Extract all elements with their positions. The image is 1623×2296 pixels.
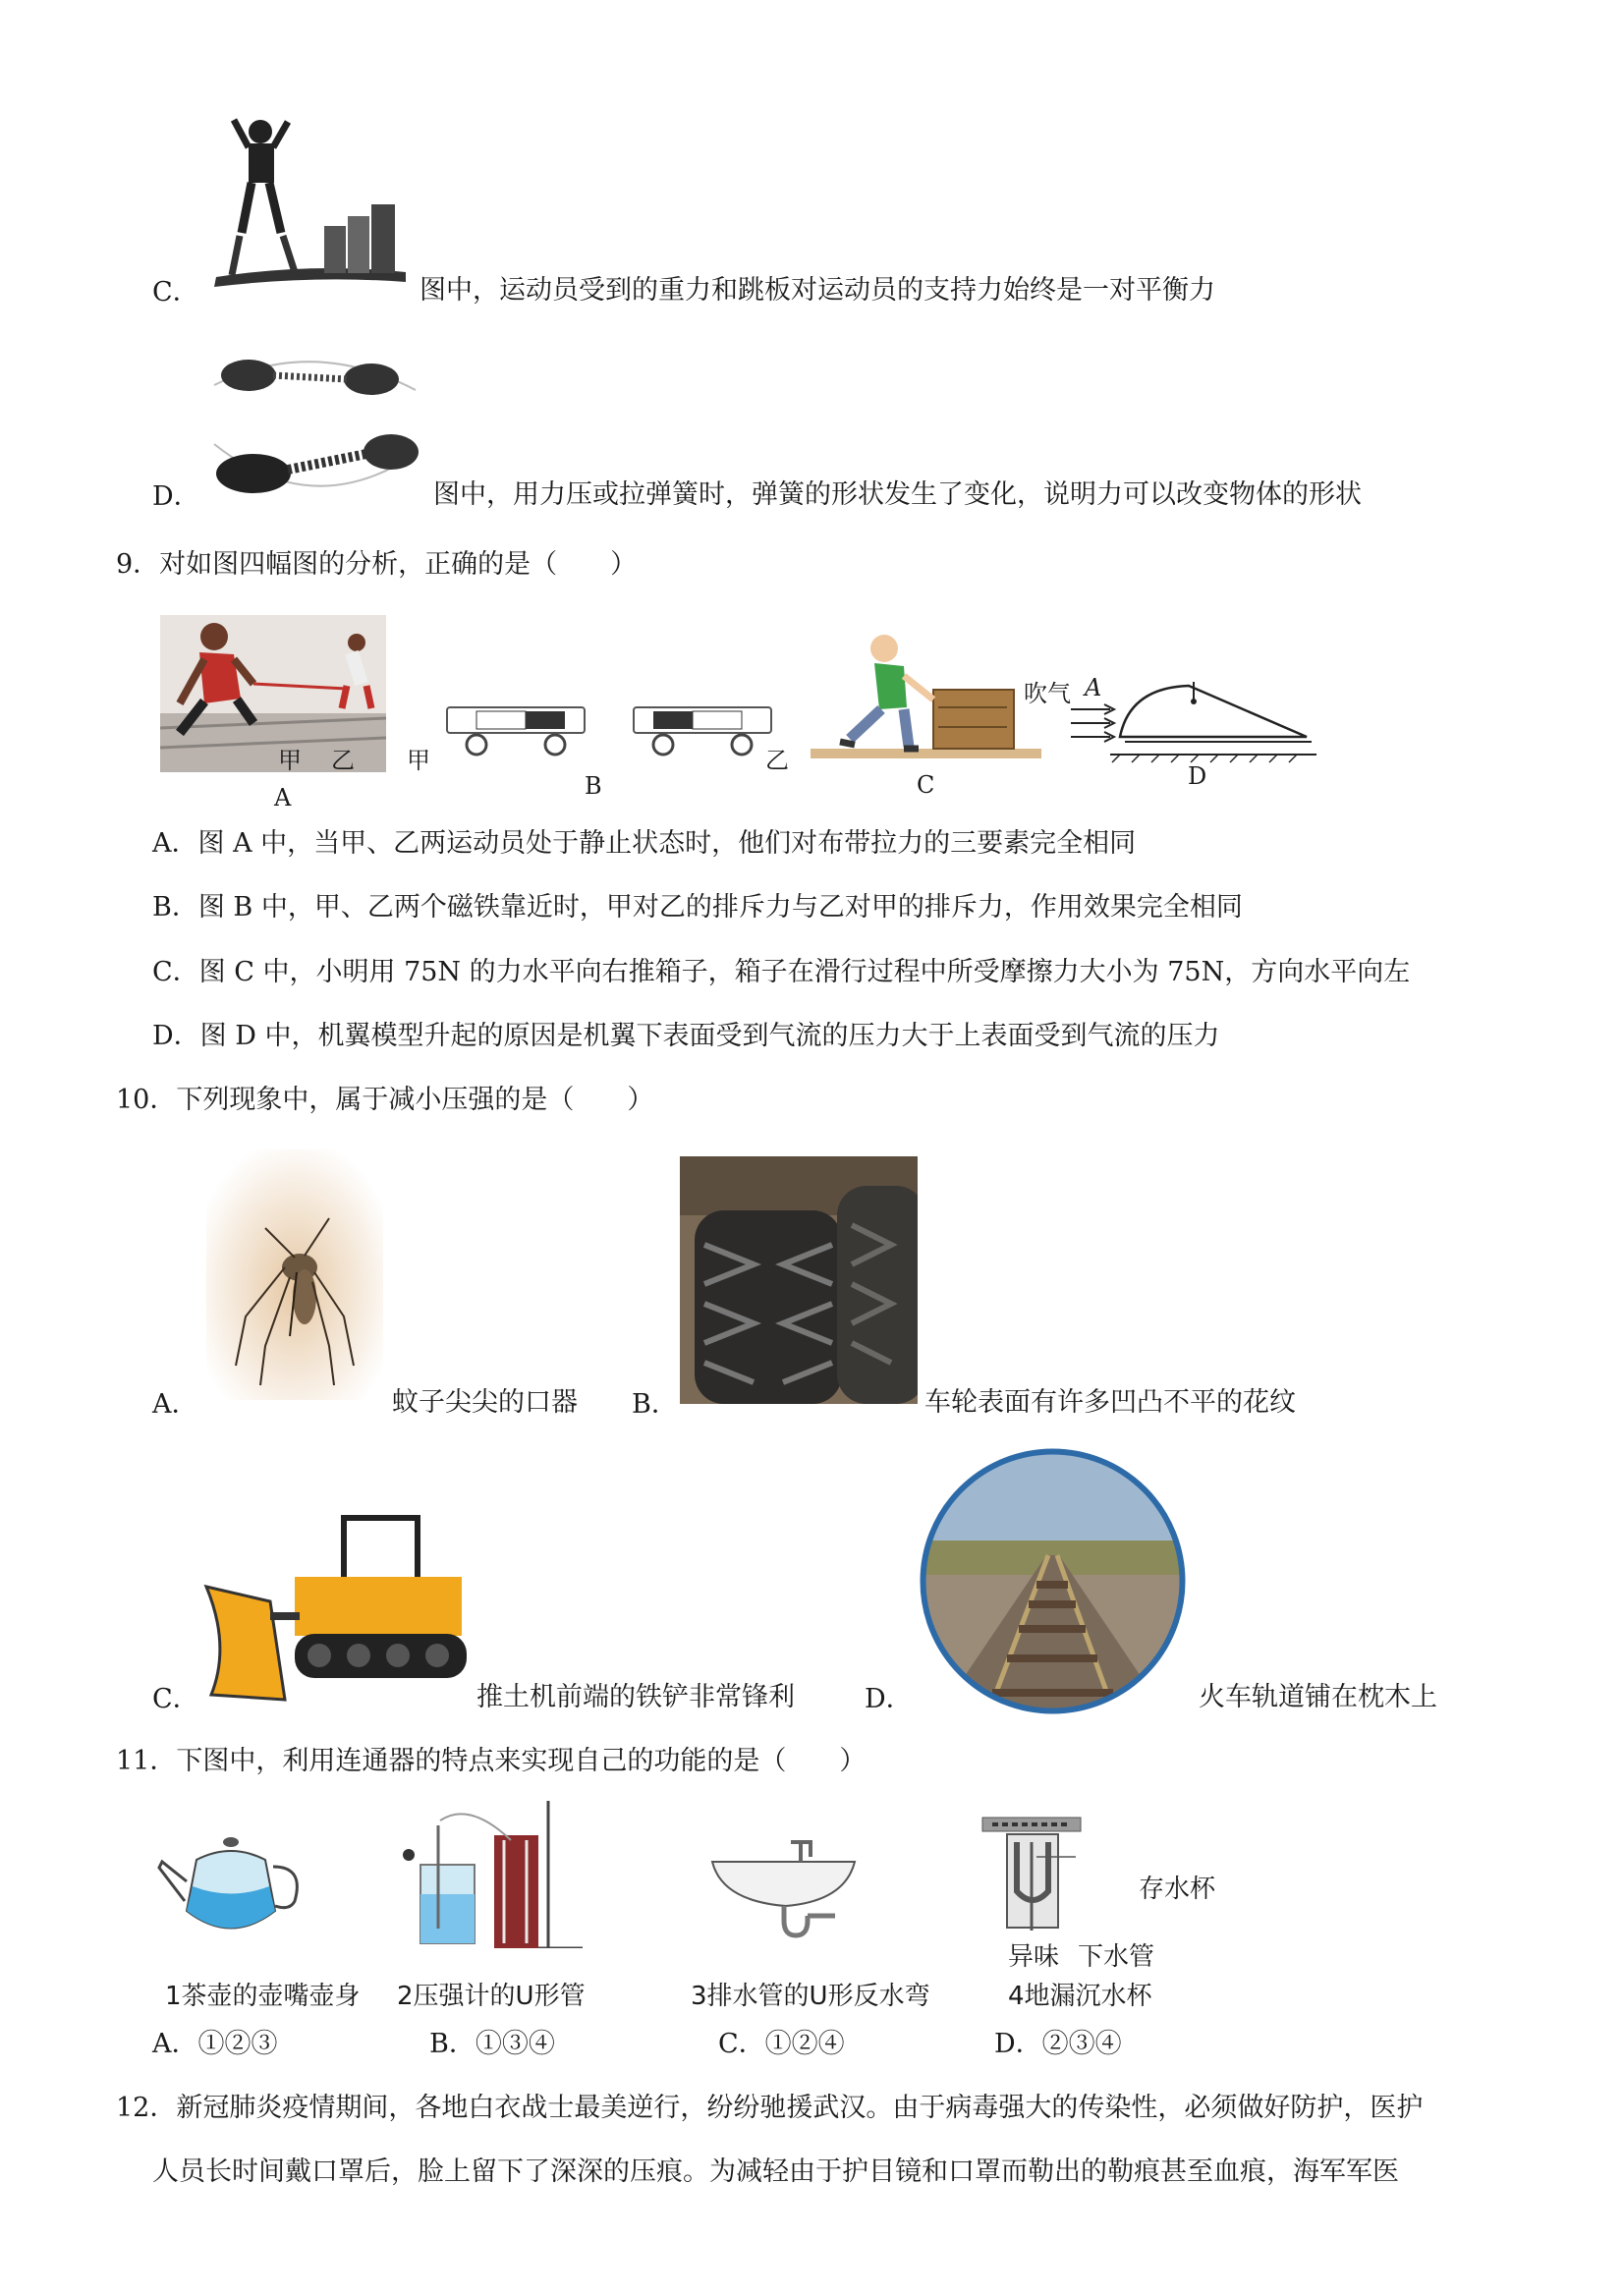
spring-figure [204, 346, 425, 511]
q10-option-c-text: 推土机前端的铁铲非常锋利 [476, 1682, 795, 1712]
push-box-figure-c [811, 629, 1041, 771]
diving-board-figure [204, 110, 411, 292]
magnet-carts-figure-b [437, 694, 791, 762]
q10-option-d-text: 火车轨道铺在枕木上 [1199, 1682, 1437, 1712]
caption-floor-drain: 4地漏沉水杯 [1008, 1982, 1152, 2011]
drain-label-pipe: 下水管 [1078, 1942, 1155, 1972]
pressure-gauge-figure [401, 1801, 588, 1948]
q11-option-a: A．①②③ [152, 2029, 278, 2059]
sink-trap-figure [707, 1837, 860, 1945]
q11-option-d: D．②③④ [994, 2029, 1122, 2059]
teapot-figure [157, 1832, 305, 1945]
caption-pressure-gauge: 2压强计的U形管 [397, 1982, 586, 2011]
q8-option-d-text: 图中，用力压或拉弹簧时，弹簧的形状发生了变化，说明力可以改变物体的形状 [433, 479, 1362, 510]
q8-option-c-letter: C． [152, 277, 199, 308]
tire-tread-photo [680, 1156, 918, 1404]
fig-b-label: B [585, 772, 602, 800]
fig-d-label: D [1188, 762, 1207, 790]
q11-option-b: B．①③④ [429, 2029, 555, 2059]
q11-stem: 11．下图中，利用连通器的特点来实现自己的功能的是（ ） [116, 1746, 867, 1776]
q12-line-1: 12．新冠肺炎疫情期间，各地白衣战士最美逆行，纷纷驰援武汉。由于病毒强大的传染性，必须做好防护，医护 [116, 2093, 1424, 2123]
q10-stem: 10．下列现象中，属于减小压强的是（ ） [116, 1085, 654, 1115]
q8-option-d-letter: D． [152, 481, 200, 512]
q9-option-c: C．图 C 中，小明用 75N 的力水平向右推箱子，箱子在滑行过程中所受摩擦力大小为 75N，方向水平向左 [152, 957, 1411, 987]
fig-d-point-a-label: A [1085, 674, 1102, 701]
fig-a-label: A [274, 784, 292, 812]
drain-label-cup: 存水杯 [1139, 1875, 1216, 1904]
railway-track-photo [919, 1447, 1187, 1715]
q12-line-2: 人员长时间戴口罩后，脸上留下了深深的压痕。为减轻由于护目镜和口罩而勒出的勒痕甚至血痕，海军军医 [152, 2156, 1399, 2187]
wing-model-figure-d [1071, 668, 1316, 766]
fig-b-jia-label: 甲 [407, 747, 430, 774]
q10-option-a-letter: A． [152, 1389, 198, 1420]
q11-option-c: C．①②④ [718, 2029, 845, 2059]
q9-option-d: D．图 D 中，机翼模型升起的原因是机翼下表面受到气流的压力大于上表面受到气流的压力 [152, 1021, 1220, 1051]
fig-d-blow-label: 吹气 [1024, 680, 1071, 707]
q9-option-a: A．图 A 中，当甲、乙两运动员处于静止状态时，他们对布带拉力的三要素完全相同 [152, 828, 1137, 859]
mosquito-photo [206, 1149, 383, 1400]
fig-b-yi-label: 乙 [765, 747, 789, 774]
q9-stem: 9．对如图四幅图的分析，正确的是（ ） [116, 549, 638, 580]
fig-c-label: C [917, 771, 935, 799]
q9-option-b: B．图 B 中，甲、乙两个磁铁靠近时，甲对乙的排斥力与乙对甲的排斥力，作用效果完全相同 [152, 892, 1243, 923]
q10-option-d-letter: D． [865, 1684, 913, 1714]
bulldozer-photo [201, 1508, 472, 1705]
q10-option-a-text: 蚊子尖尖的口器 [392, 1387, 578, 1418]
caption-sink-trap: 3排水管的U形反水弯 [691, 1982, 930, 2011]
q10-option-b-letter: B． [632, 1389, 678, 1420]
q10-option-b-text: 车轮表面有许多凹凸不平的花纹 [924, 1387, 1296, 1418]
fig-a-yi-label: 乙 [331, 747, 355, 774]
caption-teapot: 1茶壶的壶嘴壶身 [165, 1982, 361, 2011]
fig-a-jia-label: 甲 [278, 747, 302, 774]
drain-label-smell: 异味 [1008, 1942, 1060, 1972]
q8-option-c-text: 图中，运动员受到的重力和跳板对运动员的支持力始终是一对平衡力 [420, 275, 1215, 306]
q10-option-c-letter: C． [152, 1684, 199, 1714]
